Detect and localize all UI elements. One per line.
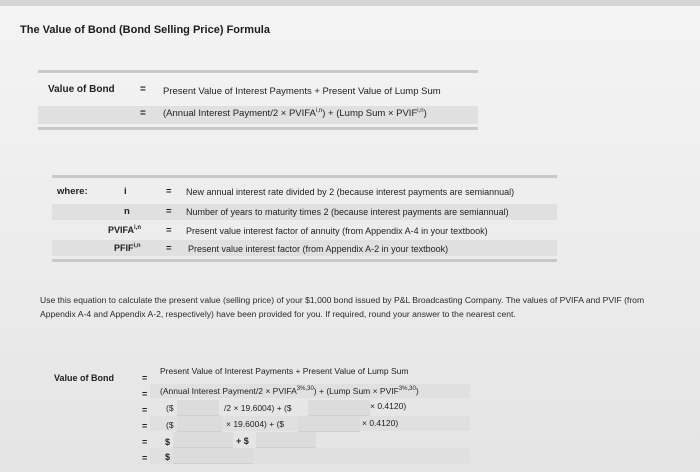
formula-line-2: (Annual Interest Payment/2 × PVIFA$^{i,n}$) + (Lump Sum × PVIF$^{i,n}$) bbox=[163, 107, 427, 119]
where-equals-n: = bbox=[166, 206, 172, 217]
lump-sum-input-1[interactable] bbox=[308, 400, 370, 416]
calc-line-5-dollar: $ bbox=[165, 437, 171, 447]
where-label: where: bbox=[57, 186, 88, 197]
formula-equals-2: = bbox=[140, 108, 146, 119]
lump-sum-input-2[interactable] bbox=[298, 416, 360, 432]
where-top-rule bbox=[52, 175, 557, 178]
calc-equals-2: = bbox=[142, 389, 148, 399]
calc-line-3-open: ($ bbox=[166, 403, 174, 413]
formula-bottom-rule bbox=[38, 127, 478, 130]
where-equals-i: = bbox=[166, 186, 172, 197]
semiannual-payment-input[interactable] bbox=[177, 416, 222, 432]
where-equals-pfif: = bbox=[166, 243, 172, 254]
formula-equals-1: = bbox=[140, 84, 146, 95]
where-text-pfif: Present value interest factor (from Appendix A-2 in your textbook) bbox=[188, 244, 449, 254]
calc-equals-6: = bbox=[142, 453, 148, 463]
formula-label: Value of Bond bbox=[48, 84, 115, 95]
calc-line-2: (Annual Interest Payment/2 × $PVIFA^{3\%,30}$) + (Lump Sum × $PVIF^{3\%,30}$) bbox=[160, 386, 419, 396]
calc-line-1: Present Value of Interest Payments + Present Value of Lump Sum bbox=[160, 366, 409, 376]
where-symbol-pvifa: PVIFA$^{i,n}$ bbox=[108, 225, 142, 235]
calc-equals-4: = bbox=[142, 421, 148, 431]
top-bar bbox=[0, 0, 700, 6]
where-text-pvifa: Present value interest factor of annuity (from Appendix A-4 in your textbook) bbox=[186, 226, 488, 236]
calc-label: Value of Bond bbox=[54, 373, 115, 383]
instructions-text: Use this equation to calculate the present value (selling price) of your $1,000 bond issued by P&L Broadcasting Company. The values of PVIFA and PVIF (from Appendix A-4 and Appendix A-2, respectively) have been provided for you. If required, round your answer to the nearest cent. bbox=[40, 295, 645, 319]
where-symbol-pfif: PFIF$^{i,n}$ bbox=[114, 243, 141, 253]
calc-line-4-open: ($ bbox=[166, 420, 174, 430]
pv-lump-sum-input[interactable] bbox=[256, 432, 316, 448]
calc-line-3-end: × 0.4120) bbox=[370, 401, 407, 411]
page-title: The Value of Bond (Bond Selling Price) Formula bbox=[20, 24, 270, 36]
calc-line-3-mid: /2 × 19.6004) + ($ bbox=[224, 403, 292, 413]
formula-line-1: Present Value of Interest Payments + Present Value of Lump Sum bbox=[163, 86, 441, 97]
calc-line-5-plus: + $ bbox=[236, 436, 249, 446]
calc-equals-1: = bbox=[142, 373, 148, 383]
where-bottom-rule bbox=[52, 259, 557, 262]
pv-interest-input[interactable] bbox=[173, 432, 233, 448]
where-text-i: New annual interest rate divided by 2 (because interest payments are semiannual) bbox=[186, 187, 515, 197]
calc-line-4-mid: × 19.6004) + ($ bbox=[226, 419, 285, 429]
calc-line-6-dollar: $ bbox=[165, 452, 171, 462]
where-text-n: Number of years to maturity times 2 (because interest payments are semiannual) bbox=[186, 207, 509, 217]
calc-line-4-end: × 0.4120) bbox=[362, 418, 399, 428]
formula-top-rule bbox=[38, 70, 478, 73]
bond-value-input[interactable] bbox=[173, 448, 253, 464]
where-equals-pvifa: = bbox=[166, 225, 172, 236]
annual-payment-input-1[interactable] bbox=[177, 400, 219, 416]
calc-equals-5: = bbox=[142, 437, 148, 447]
where-symbol-n: n bbox=[124, 206, 130, 217]
where-symbol-i: i bbox=[124, 186, 127, 197]
calc-equals-3: = bbox=[142, 405, 148, 415]
